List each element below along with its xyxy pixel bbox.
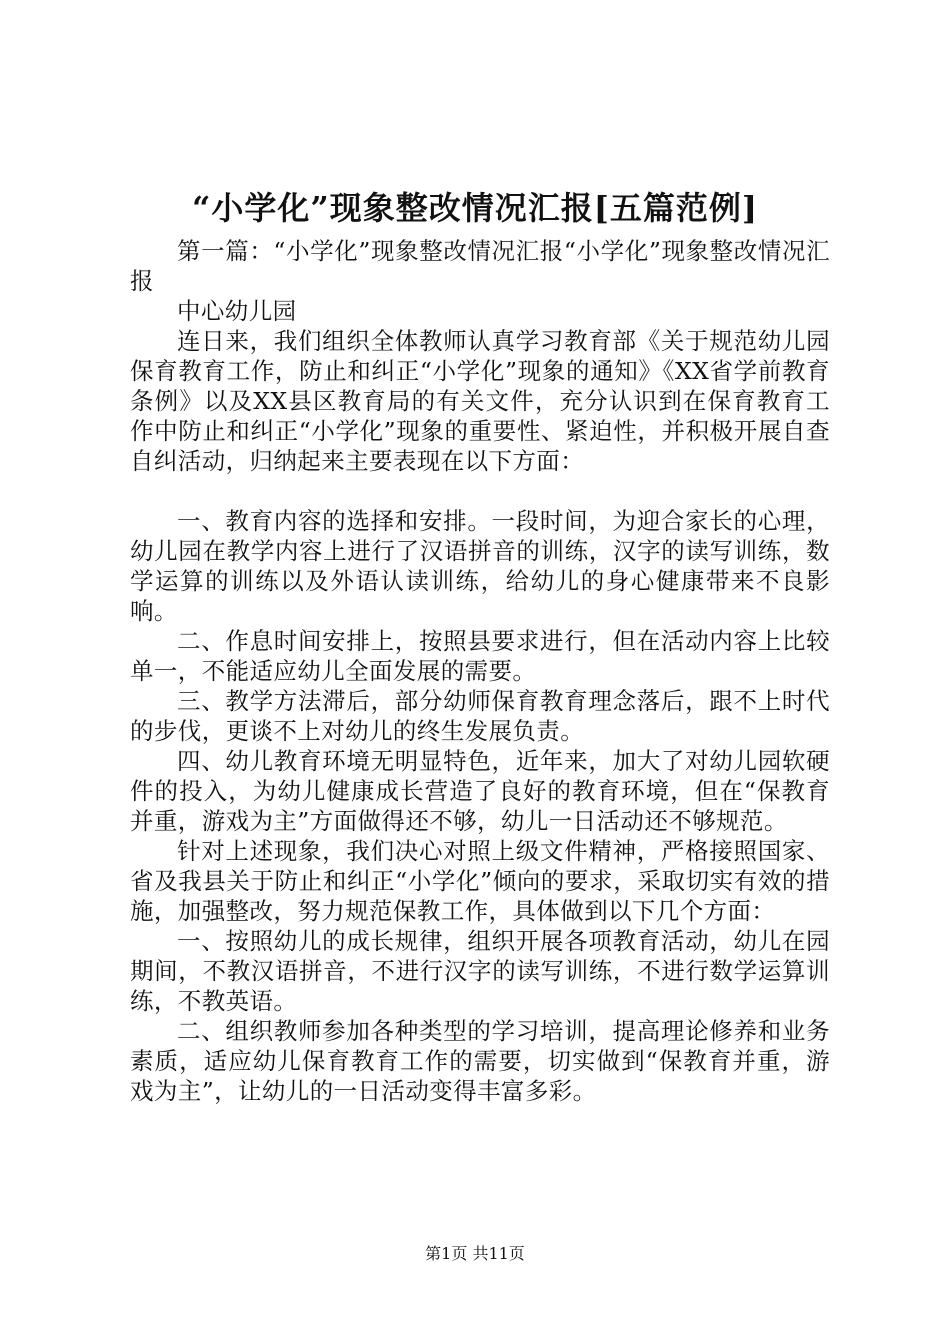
- paragraph-issue-3: 三、教学方法滞后，部分幼师保育教育理念落后，跟不上时代的步伐，更谈不上对幼儿的终生发展负责。: [130, 687, 830, 745]
- document-body: [130, 236, 830, 1106]
- paragraph-intro: 连日来，我们组织全体教师认真学习教育部《关于规范幼儿园保育教育工作，防止和纠正“小学化”现象的通知》《XX省学前教育条例》以及XX县区教育局的有关文件，充分认识到在保育教育工作中防止和纠正“小学化”现象的重要性、紧迫性，并积极开展自查自纠活动，归纳起来主要表现在以下方面：: [130, 327, 830, 475]
- page-number-footer: 第1页 共11页: [425, 1244, 525, 1263]
- paragraph-issue-1: 一、教育内容的选择和安排。一段时间，为迎合家长的心理，幼儿园在教学内容上进行了汉语拼音的训练，汉字的读写训练，数学运算的训练以及外语认读训练，给幼儿的身心健康带来不良影响。: [130, 507, 830, 625]
- paragraph-issue-4: 四、幼儿教育环境无明显特色，近年来，加大了对幼儿园软硬件的投入，为幼儿健康成长营造了良好的教育环境，但在“保教育并重，游戏为主”方面做得还不够，幼儿一日活动还不够规范。: [130, 747, 830, 835]
- paragraph-heading-first-article: 第一篇：“小学化”现象整改情况汇报“小学化”现象整改情况汇报: [130, 237, 830, 295]
- paragraph-measures-intro: 针对上述现象，我们决心对照上级文件精神，严格接照国家、省及我县关于防止和纠正“小学化”倾向的要求，采取切实有效的措施，加强整改，努力规范保教工作，具体做到以下几个方面：: [130, 837, 830, 925]
- paragraph-measure-2: 二、组织教师参加各种类型的学习培训，提高理论修养和业务素质，适应幼儿保育教育工作的需要，切实做到“保教育并重，游戏为主”，让幼儿的一日活动变得丰富多彩。: [130, 1017, 830, 1105]
- paragraph-issue-2: 二、作息时间安排上，按照县要求进行，但在活动内容上比较单一，不能适应幼儿全面发展的需要。: [130, 627, 830, 685]
- document-title: “小学化”现象整改情况汇报[五篇范例]: [191, 189, 759, 227]
- paragraph-author: 中心幼儿园: [177, 297, 297, 325]
- paragraph-measure-1: 一、按照幼儿的成长规律，组织开展各项教育活动，幼儿在园期间，不教汉语拼音，不进行汉字的读写训练，不进行数学运算训练，不教英语。: [130, 927, 830, 1015]
